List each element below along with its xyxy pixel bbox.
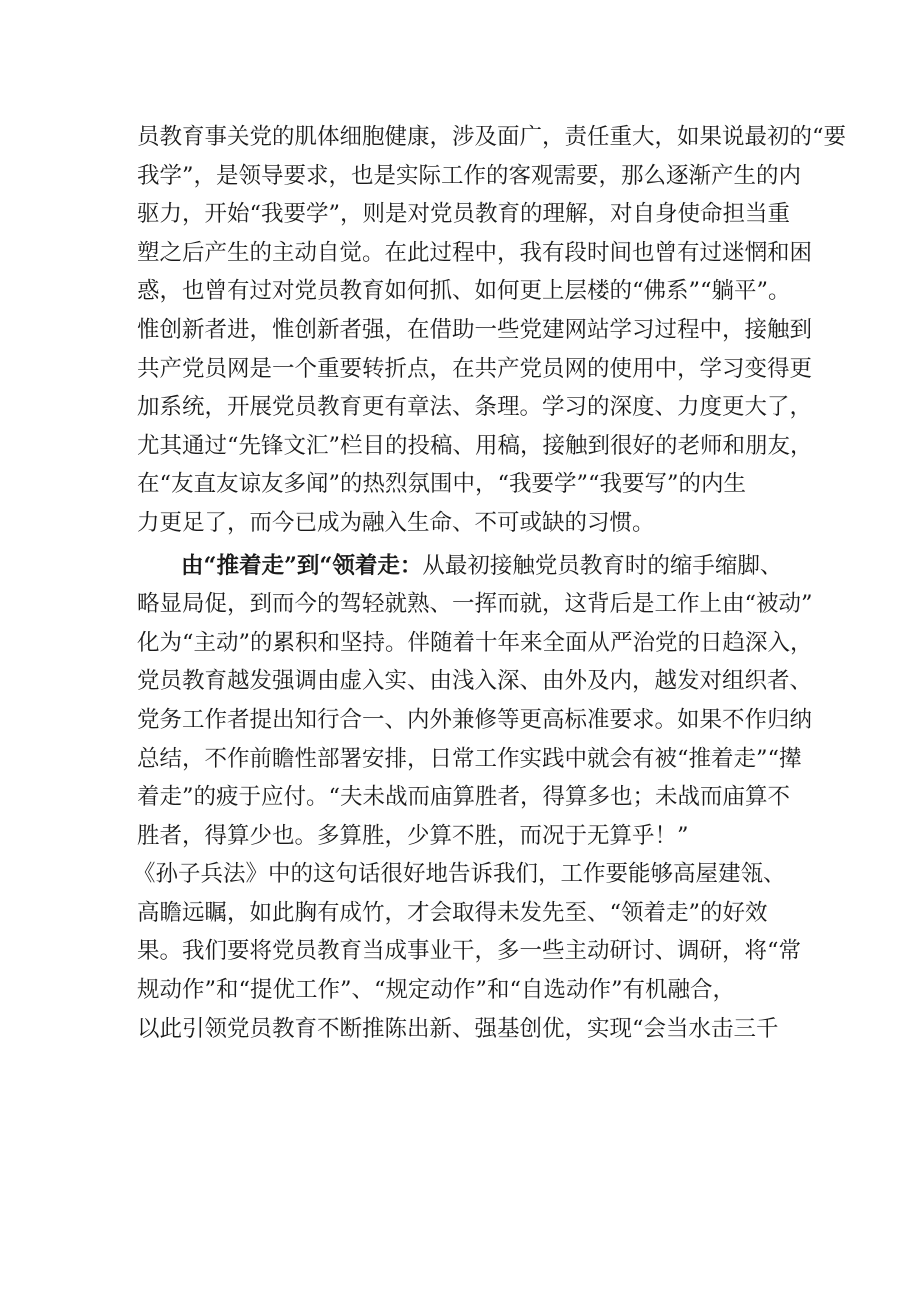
text-line: 惑，也曾有过对党员教育如何抓、如何更上层楼的“佛系”“躺平”。	[137, 278, 791, 305]
text-line	[137, 547, 807, 586]
text-line: 尤其通过“先锋文汇”栏目的投稿、用稿，接触到很好的老师和朋友，	[137, 432, 813, 459]
text-line: 以此引领党员教育不断推陈出新、强基创优，实现“会当水击三千	[137, 1015, 779, 1042]
text-line: 高瞻远瞩，如此胸有成竹，才会取得未发先至、“领着走”的好效	[137, 899, 768, 926]
text-line: 着走”的疲于应付。“夫未战而庙算胜者，得算多也；未战而庙算不	[137, 784, 791, 811]
text-line: 党员教育越发强调由虚入实、由浅入深、由外及内，越发对组织者、	[137, 668, 813, 695]
text-line: 惟创新者进，惟创新者强，在借助一些党建网站学习过程中，接触到	[137, 316, 813, 343]
text-line: 《孙子兵法》中的这句话很好地告诉我们，工作要能够高屋建瓴、	[133, 861, 786, 888]
text-line: 果。我们要将党员教育当成事业干，多一些主动研讨、调研，将“常	[137, 938, 802, 965]
document-body	[133, 118, 847, 1048]
text-line: 力更足了，而今已成为融入生命、不可或缺的习惯。	[137, 509, 655, 536]
text-line: 我学”，是领导要求，也是实际工作的客观需要，那么逐渐产生的内	[137, 162, 802, 189]
text-line: 略显局促，到而今的驾轻就熟、一挥而就，这背后是工作上由“被动”	[137, 591, 813, 618]
text-line: 党务工作者提出知行合一、内外兼修等更高标准要求。如果不作归纳	[137, 706, 813, 733]
text-line: 驱力，开始“我要学”，则是对党员教育的理解，对自身使命担当重	[137, 201, 791, 228]
text-line: 共产党员网是一个重要转折点，在共产党员网的使用中，学习变得更	[137, 355, 813, 382]
text-line: 加系统，开展党员教育更有章法、条理。学习的深度、力度更大了，	[137, 394, 813, 421]
text-line: 在“友直友谅友多闻”的热烈氛围中，“我要学”“我要写”的内生	[137, 471, 747, 498]
paragraph-heading: 由“推着走”到“领着走：	[181, 552, 423, 579]
text-line: 化为“主动”的累积和坚持。伴随着十年来全面从严治党的日趋深入，	[137, 629, 813, 656]
text-line: 员教育事关党的肌体细胞健康，涉及面广，责任重大，如果说最初的“要	[137, 124, 847, 150]
paragraph-1	[137, 118, 847, 543]
text-line: 规动作”和“提优工作”、“规定动作”和“自选动作”有机融合，	[137, 977, 736, 1004]
text-line: 胜者，得算少也。多算胜，少算不胜，而况于无算乎！”	[137, 822, 689, 849]
text-line: 塑之后产生的主动自觉。在此过程中，我有段时间也曾有过迷惘和困	[137, 239, 813, 266]
text-line: 总结，不作前瞻性部署安排，日常工作实践中就会有被“推着走”“撵	[137, 745, 802, 772]
heading-line-rest: 从最初接触党员教育时的缩手缩脚、	[422, 552, 783, 579]
paragraph-2	[133, 547, 813, 1049]
